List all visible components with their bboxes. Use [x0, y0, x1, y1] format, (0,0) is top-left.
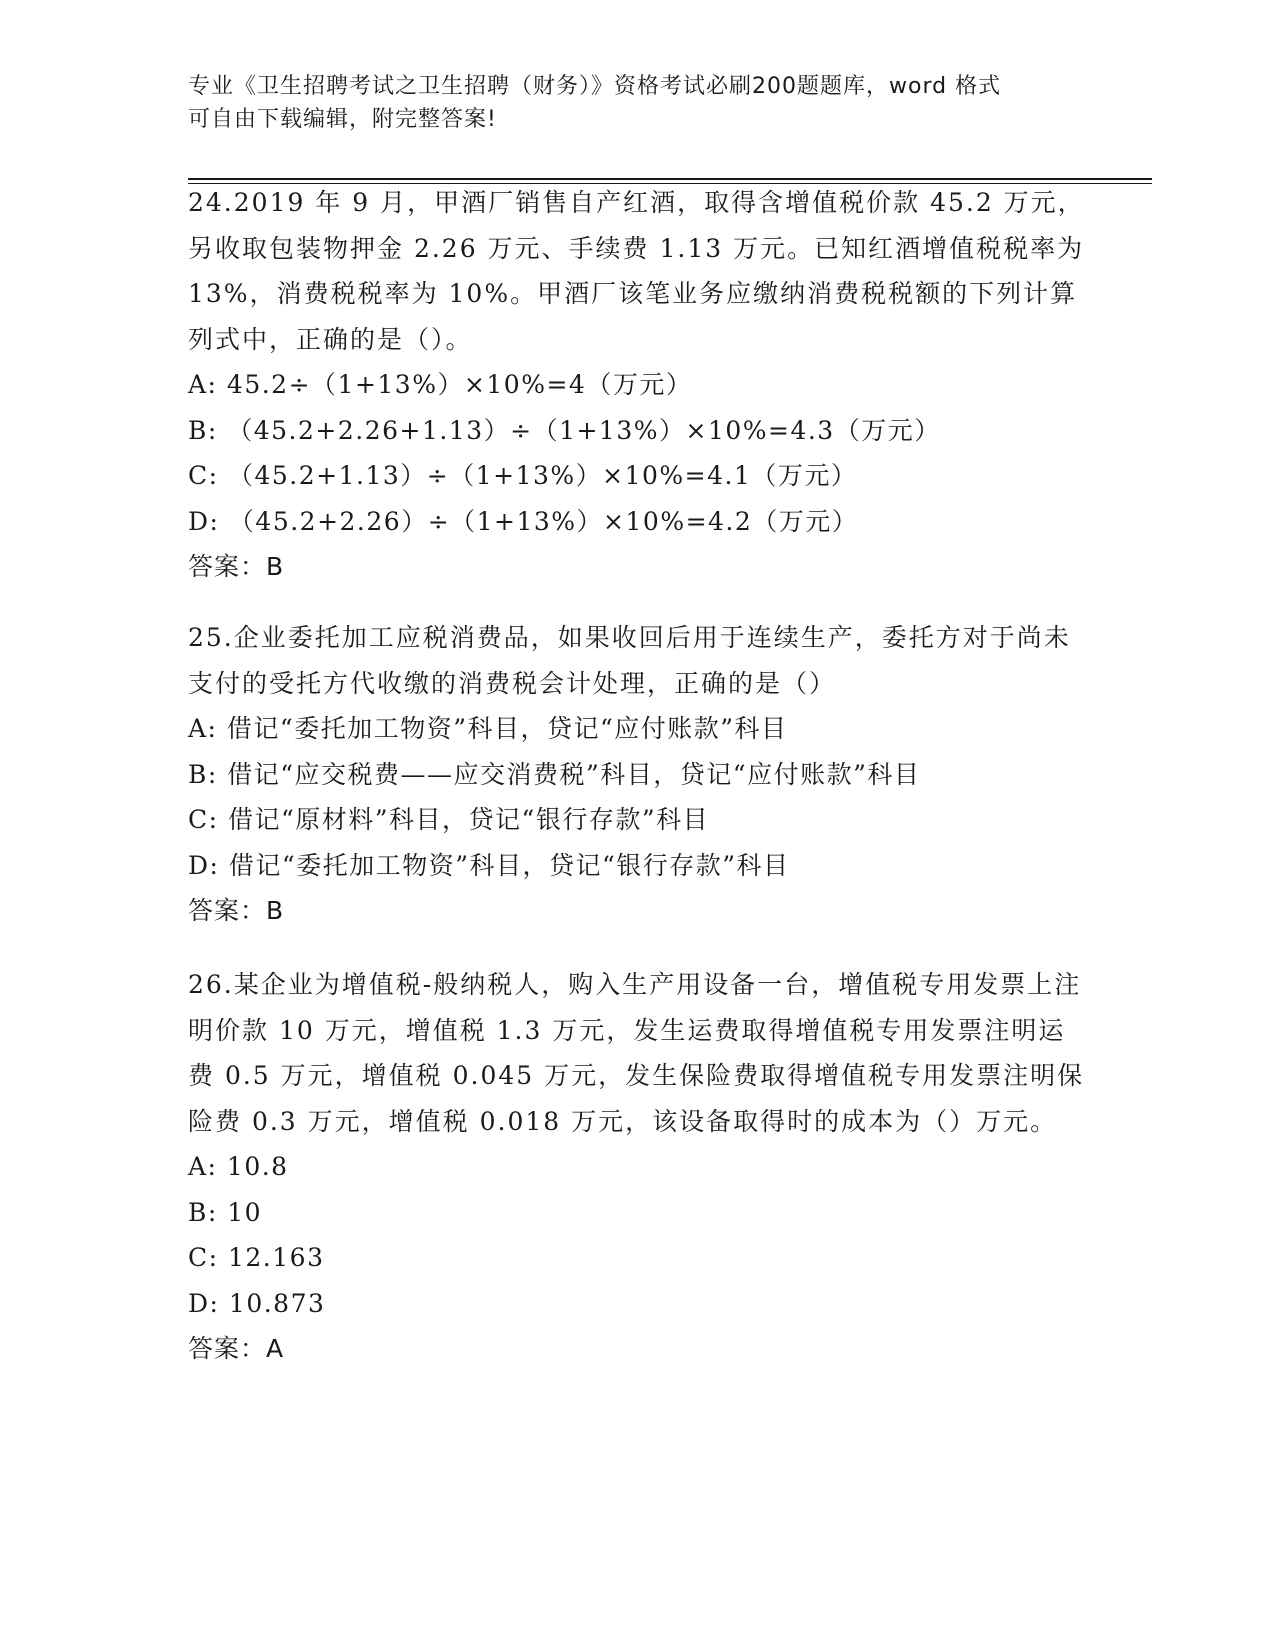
option-d: D: （45.2+2.26）÷（1+13%）×10%=4.2（万元） [188, 506, 859, 536]
option-d: D: 10.873 [188, 1288, 326, 1318]
question-24 [188, 180, 1088, 590]
document-header [188, 70, 1088, 136]
answer-label: 答案：B [188, 552, 285, 581]
option-c: C: （45.2+1.13）÷（1+13%）×10%=4.1（万元） [188, 461, 858, 490]
question-stem: 24.2019 年 9 月，甲酒厂销售自产红酒，取得含增值税价款 45.2 万元，另收取包装物押金 2.26 万元、手续费 1.13 万元。已知红酒增值税税率为 13%，消费税税率为 10%。甲酒厂该笔业务应缴纳消费税税额的下列计算列式中，正确的是（）。 [188, 188, 1085, 354]
option-a: A: 10.8 [188, 1152, 289, 1181]
question-26 [188, 962, 1088, 1372]
option-b: B: 借记“应交税费——应交消费税”科目，贷记“应付账款”科目 [188, 759, 921, 789]
option-a: A: 借记“委托加工物资”科目，贷记“应付账款”科目 [188, 714, 788, 743]
option-c: C: 借记“原材料”科目，贷记“银行存款”科目 [188, 805, 710, 834]
option-d: D: 借记“委托加工物资”科目，贷记“银行存款”科目 [188, 850, 790, 880]
option-a: A: 45.2÷（1+13%）×10%=4（万元） [188, 370, 693, 399]
answer-label: 答案：A [188, 1334, 285, 1363]
question-stem: 26.某企业为增值税-般纳税人，购入生产用设备一台，增值税专用发票上注明价款 10 万元，增值税 1.3 万元，发生运费取得增值税专用发票注明运费 0.5 万元，增值税 0.045 万元，发生保险费取得增值税专用发票注明保险费 0.3 万元，增值税 0.018 万元，该设备取得时的成本为（）万元。 [188, 970, 1085, 1136]
header-line-1: 专业《卫生招聘考试之卫生招聘（财务）》资格考试必刷200题题库，word 格式 [188, 74, 1002, 99]
header-line-2: 可自由下载编辑，附完整答案! [188, 107, 497, 132]
question-25 [188, 615, 1088, 934]
option-c: C: 12.163 [188, 1243, 325, 1272]
option-b: B: 10 [188, 1197, 263, 1227]
question-stem: 25.企业委托加工应税消费品，如果收回后用于连续生产，委托方对于尚未支付的受托方代收缴的消费税会计处理，正确的是（） [188, 623, 1071, 698]
answer-label: 答案：B [188, 896, 285, 925]
option-b: B: （45.2+2.26+1.13）÷（1+13%）×10%=4.3（万元） [188, 415, 941, 445]
